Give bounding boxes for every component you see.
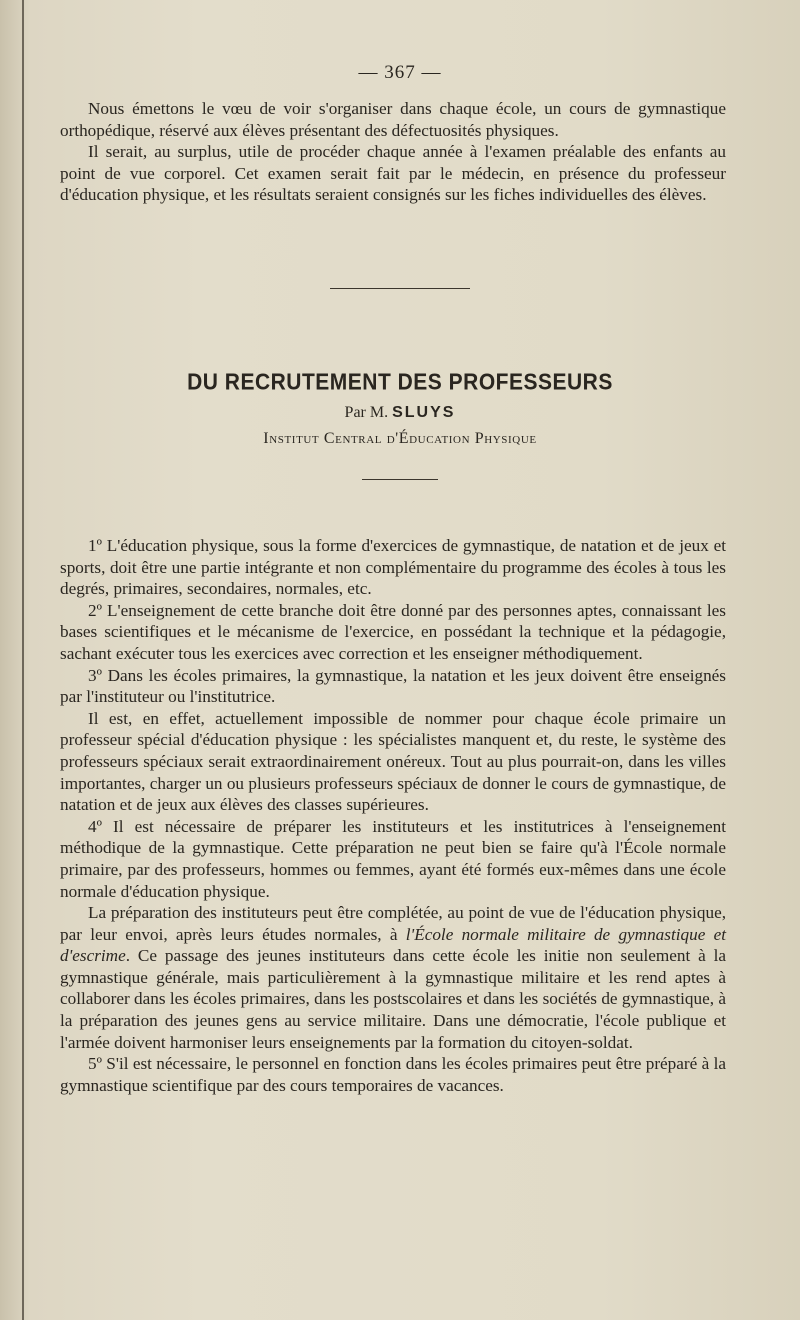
body-paragraph-7: 5º S'il est nécessaire, le personnel en fonction dans les écoles primaires peut être préparé à la gymnastique scientifique par des cours temporaires de vacances. — [60, 1054, 726, 1095]
section-divider — [330, 288, 470, 289]
body-paragraph-4: Il est, en effet, actuellement impossible de nommer pour chaque école primaire un professeur spécial d'éducation physique : les spécialistes manquent et, du reste, le système des professeurs spéciaux serait extraordinairement onéreux. Tout au plus pourrait-on, dans les villes importantes, charger un ou plusieurs professeurs spéciaux de donner le cours de gymnastique, de natation et de jeux aux élèves des classes supérieures. — [60, 708, 726, 815]
byline-prefix: Par M. — [344, 404, 389, 421]
body-paragraph-3: 3º Dans les écoles primaires, la gymnastique, la natation et les jeux doivent être enseignés par l'instituteur ou l'institutrice. — [60, 665, 726, 707]
page-binding-edge — [22, 0, 24, 1320]
intro-paragraph-2: Il serait, au surplus, utile de procéder chaque année à l'examen préalable des enfants au point de vue corporel. Cet examen serait fait par le médecin, en présence du professeur d'éducation physique, et les résultats seraient consignés sur les fiches individuelles des élèves. — [60, 142, 726, 205]
article-byline — [0, 404, 800, 422]
intro-paragraph-1: Nous émettons le vœu de voir s'organiser dans chaque école, un cours de gymnastique orthopédique, réservé aux élèves présentant des défectuosités physiques. — [60, 99, 726, 140]
intro-section — [60, 98, 726, 206]
article-body — [60, 535, 726, 1096]
body-paragraph-1: 1º L'éducation physique, sous la forme d'exercices de gymnastique, de natation et de jeux et sports, doit être une partie intégrante et non complémentaire du programme des écoles à tous les degrés, primaires, secondaires, normales, etc. — [60, 536, 726, 599]
body-paragraph-2: 2º L'enseignement de cette branche doit être donné par des personnes aptes, connaissant les bases scientifiques et le mécanisme de l'exercice, en possédant la technique et la pédagogie, sachant exécuter tous les exercices avec correction et les enseigner méthodiquement. — [60, 600, 726, 663]
article-title: DU RECRUTEMENT DES PROFESSEURS — [187, 369, 613, 396]
prep-text-start: La préparation des instituteurs peut être complétée, au point de vue de l'éducation physique, par leur envoi, après leurs études normales, à — [60, 903, 726, 944]
title-divider — [362, 479, 438, 480]
body-paragraph-6 — [60, 902, 726, 1053]
author-institution: Institut Central d'Éducation Physique — [263, 430, 537, 447]
prep-text-end: . Ce passage des jeunes instituteurs dans cette école les initie non seulement à la gymnastique générale, mais particulièrement à la gymnastique militaire et les rend aptes à collaborer dans les écoles primaires, dans les postscolaires et dans les sociétés de gymnastique, à la préparation des jeunes gens au service militaire. Dans une démocratie, l'école publique et l'armée doivent harmoniser leurs enseignements par la formation du citoyen-soldat. — [60, 946, 726, 1052]
author-name: SLUYS — [392, 404, 456, 421]
school-name-italic: l'École normale militaire de gymnastique et d'escrime — [60, 924, 726, 966]
body-paragraph-5: 4º Il est nécessaire de préparer les instituteurs et les institutrices à l'enseignement méthodique de la gymnastique. Cette préparation ne peut bien se faire qu'à l'École normale primaire, par des professeurs, hommes ou femmes, ayant été formés eux-mêmes dans une école normale d'éducation physique. — [60, 816, 726, 901]
page-number: — 367 — — [358, 62, 442, 83]
